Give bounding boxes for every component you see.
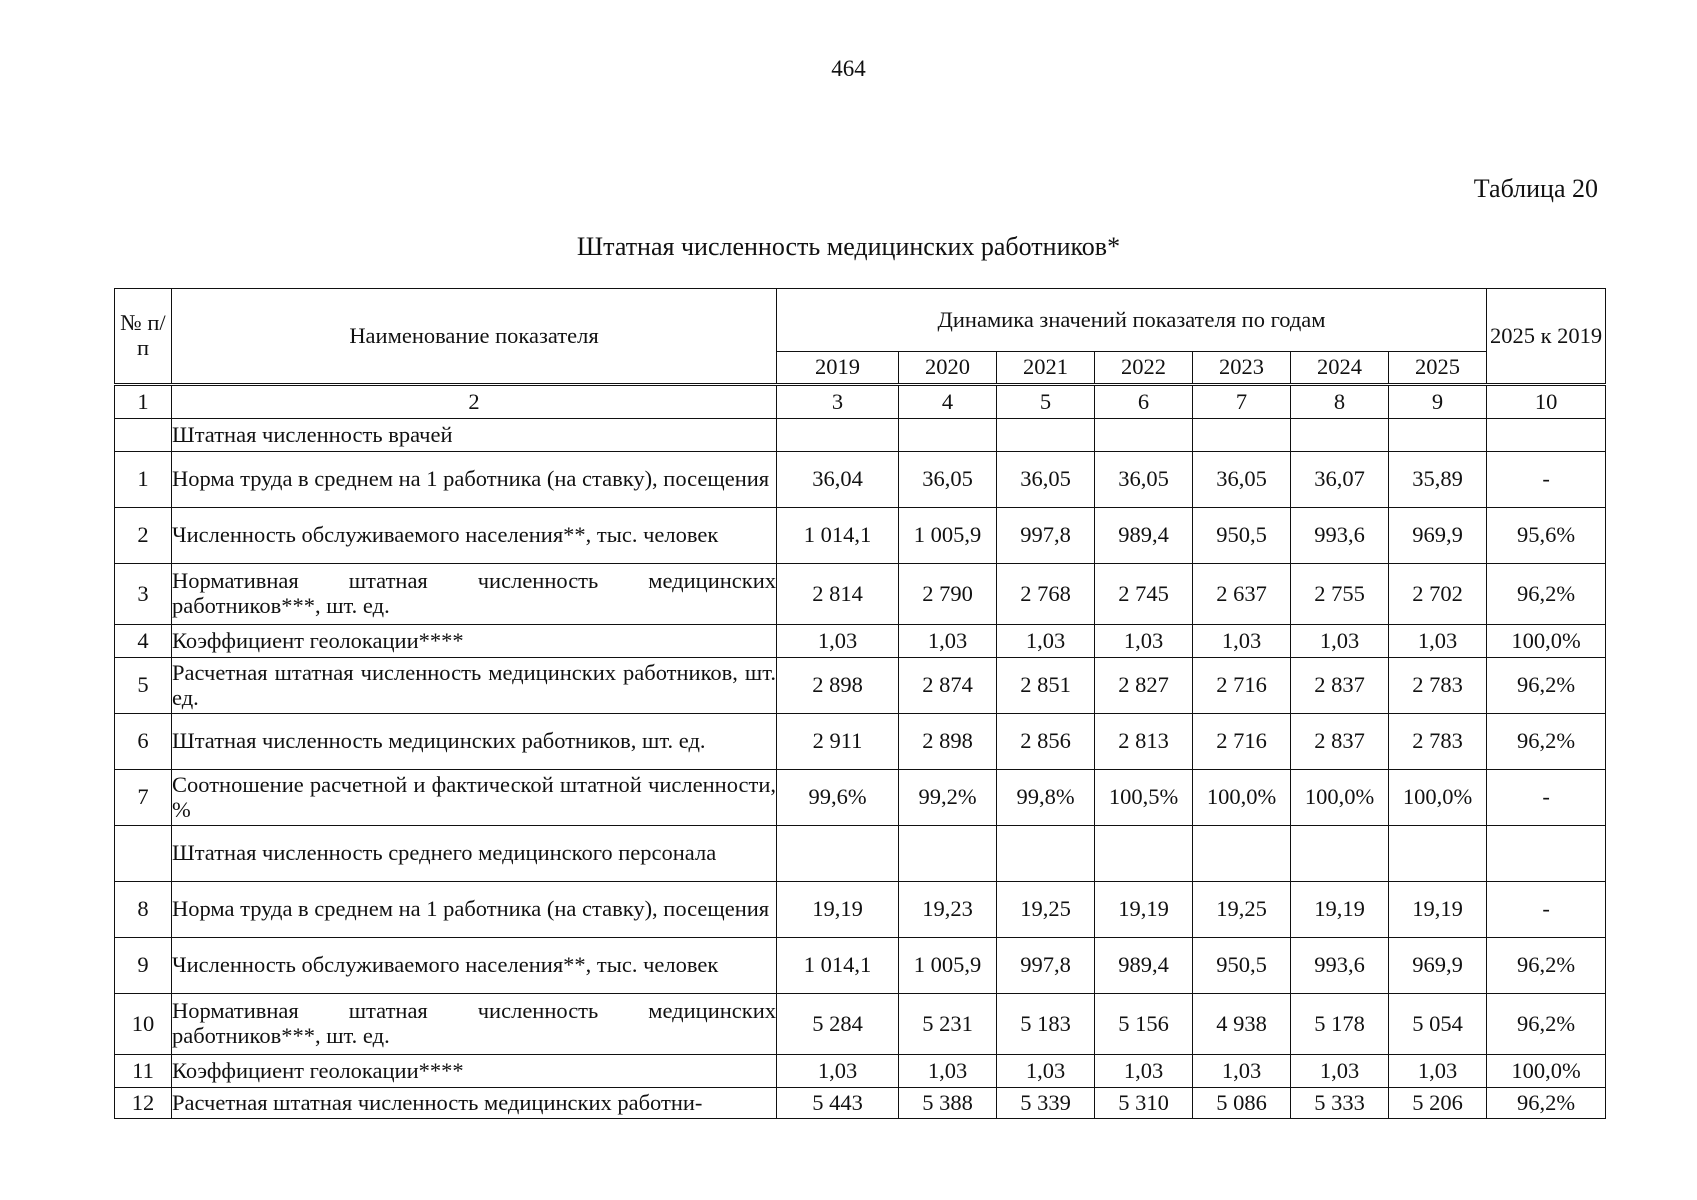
year-value-2022 — [1095, 419, 1193, 452]
row-number: 7 — [115, 770, 172, 826]
ratio-value: 96,2% — [1487, 994, 1606, 1055]
row-number — [115, 419, 172, 452]
table-row — [115, 508, 1606, 564]
year-value-2019: 36,04 — [777, 452, 899, 508]
year-value-2023: 950,5 — [1193, 938, 1291, 994]
year-value-2023: 2 716 — [1193, 658, 1291, 714]
year-value-2021: 2 851 — [997, 658, 1095, 714]
indicator-name: Коэффициент геолокации**** — [172, 625, 777, 658]
year-value-2022: 1,03 — [1095, 625, 1193, 658]
column-number: 2 — [172, 385, 777, 419]
year-value-2021: 36,05 — [997, 452, 1095, 508]
year-value-2023: 5 086 — [1193, 1088, 1291, 1119]
ratio-value: - — [1487, 770, 1606, 826]
year-value-2024: 1,03 — [1291, 1055, 1389, 1088]
year-value-2019 — [777, 826, 899, 882]
year-value-2023: 19,25 — [1193, 882, 1291, 938]
year-value-2021: 997,8 — [997, 938, 1095, 994]
row-number: 10 — [115, 994, 172, 1055]
column-number: 7 — [1193, 385, 1291, 419]
header-year: 2025 — [1389, 352, 1487, 385]
row-number: 8 — [115, 882, 172, 938]
year-value-2022: 100,5% — [1095, 770, 1193, 826]
indicator-name: Расчетная штатная численность медицинских работни- — [172, 1088, 777, 1119]
year-value-2020: 1,03 — [899, 625, 997, 658]
section-row — [115, 419, 1606, 452]
year-value-2021: 997,8 — [997, 508, 1095, 564]
year-value-2022 — [1095, 826, 1193, 882]
year-value-2021: 99,8% — [997, 770, 1095, 826]
year-value-2020: 1 005,9 — [899, 938, 997, 994]
year-value-2020: 2 898 — [899, 714, 997, 770]
year-value-2023: 950,5 — [1193, 508, 1291, 564]
indicator-name: Штатная численность врачей — [172, 419, 777, 452]
year-value-2020: 1 005,9 — [899, 508, 997, 564]
row-number: 3 — [115, 564, 172, 625]
year-value-2024: 100,0% — [1291, 770, 1389, 826]
year-value-2021: 5 339 — [997, 1088, 1095, 1119]
year-value-2021: 19,25 — [997, 882, 1095, 938]
year-value-2023 — [1193, 826, 1291, 882]
year-value-2025: 2 783 — [1389, 714, 1487, 770]
section-row — [115, 826, 1606, 882]
indicator-name: Соотношение расчетной и фактической штатной численности, % — [172, 770, 777, 826]
year-value-2019: 2 898 — [777, 658, 899, 714]
year-value-2019: 1,03 — [777, 625, 899, 658]
year-value-2019 — [777, 419, 899, 452]
year-value-2025: 19,19 — [1389, 882, 1487, 938]
ratio-value: - — [1487, 882, 1606, 938]
year-value-2021: 2 768 — [997, 564, 1095, 625]
page-number: 464 — [831, 56, 866, 81]
indicator-name: Расчетная штатная численность медицинских работников, шт. ед. — [172, 658, 777, 714]
indicator-name: Норма труда в среднем на 1 работника (на ставку), посещения — [172, 452, 777, 508]
row-number: 2 — [115, 508, 172, 564]
header-number: № п/п — [115, 289, 172, 385]
table-row — [115, 1055, 1606, 1088]
year-value-2022: 1,03 — [1095, 1055, 1193, 1088]
year-value-2025: 2 783 — [1389, 658, 1487, 714]
ratio-value: 96,2% — [1487, 938, 1606, 994]
year-value-2022: 989,4 — [1095, 938, 1193, 994]
table-row — [115, 658, 1606, 714]
row-number: 12 — [115, 1088, 172, 1119]
table-row — [115, 625, 1606, 658]
header-year: 2019 — [777, 352, 899, 385]
indicator-name: Штатная численность среднего медицинского персонала — [172, 826, 777, 882]
year-value-2024: 19,19 — [1291, 882, 1389, 938]
year-value-2024: 5 333 — [1291, 1088, 1389, 1119]
year-value-2022: 5 156 — [1095, 994, 1193, 1055]
year-value-2022: 2 813 — [1095, 714, 1193, 770]
year-value-2020: 5 231 — [899, 994, 997, 1055]
year-value-2025: 5 206 — [1389, 1088, 1487, 1119]
header-ratio: 2025 к 2019 — [1487, 289, 1606, 385]
ratio-value — [1487, 826, 1606, 882]
year-value-2020: 2 790 — [899, 564, 997, 625]
indicator-name: Численность обслуживаемого населения**, тыс. человек — [172, 938, 777, 994]
row-number: 4 — [115, 625, 172, 658]
header-year: 2022 — [1095, 352, 1193, 385]
column-number: 1 — [115, 385, 172, 419]
table-row — [115, 1088, 1606, 1119]
year-value-2019: 99,6% — [777, 770, 899, 826]
column-number: 3 — [777, 385, 899, 419]
year-value-2022: 2 745 — [1095, 564, 1193, 625]
year-value-2025: 969,9 — [1389, 938, 1487, 994]
year-value-2019: 1,03 — [777, 1055, 899, 1088]
staffing-table — [114, 288, 1606, 1119]
year-value-2023: 2 637 — [1193, 564, 1291, 625]
year-value-2019: 1 014,1 — [777, 938, 899, 994]
column-number: 4 — [899, 385, 997, 419]
year-value-2021: 2 856 — [997, 714, 1095, 770]
column-number: 6 — [1095, 385, 1193, 419]
table-row — [115, 452, 1606, 508]
column-number: 8 — [1291, 385, 1389, 419]
table-title: Штатная численность медицинских работников* — [576, 232, 1121, 261]
header-indicator-name: Наименование показателя — [172, 289, 777, 385]
year-value-2019: 2 814 — [777, 564, 899, 625]
year-value-2025: 969,9 — [1389, 508, 1487, 564]
year-value-2025 — [1389, 419, 1487, 452]
ratio-value: 100,0% — [1487, 1055, 1606, 1088]
year-value-2024: 2 837 — [1291, 714, 1389, 770]
year-value-2024: 1,03 — [1291, 625, 1389, 658]
header-year: 2024 — [1291, 352, 1389, 385]
year-value-2022: 2 827 — [1095, 658, 1193, 714]
year-value-2019: 1 014,1 — [777, 508, 899, 564]
ratio-value: 96,2% — [1487, 1088, 1606, 1119]
header-year: 2021 — [997, 352, 1095, 385]
column-number-row — [115, 385, 1606, 419]
table-label: Таблица 20 — [1473, 174, 1598, 203]
indicator-name: Нормативная штатная численность медицинских работников***, шт. ед. — [172, 564, 777, 625]
table-row — [115, 994, 1606, 1055]
indicator-name: Коэффициент геолокации**** — [172, 1055, 777, 1088]
table-row — [115, 938, 1606, 994]
indicator-name: Численность обслуживаемого населения**, тыс. человек — [172, 508, 777, 564]
year-value-2025: 100,0% — [1389, 770, 1487, 826]
year-value-2025: 2 702 — [1389, 564, 1487, 625]
column-number: 5 — [997, 385, 1095, 419]
year-value-2019: 5 443 — [777, 1088, 899, 1119]
ratio-value: 100,0% — [1487, 625, 1606, 658]
year-value-2020 — [899, 419, 997, 452]
year-value-2024: 5 178 — [1291, 994, 1389, 1055]
year-value-2024: 36,07 — [1291, 452, 1389, 508]
year-value-2021: 1,03 — [997, 625, 1095, 658]
indicator-name: Нормативная штатная численность медицинских работников***, шт. ед. — [172, 994, 777, 1055]
year-value-2022: 989,4 — [1095, 508, 1193, 564]
table-row — [115, 770, 1606, 826]
row-number: 11 — [115, 1055, 172, 1088]
year-value-2021: 5 183 — [997, 994, 1095, 1055]
ratio-value: 95,6% — [1487, 508, 1606, 564]
year-value-2019: 2 911 — [777, 714, 899, 770]
indicator-name: Норма труда в среднем на 1 работника (на ставку), посещения — [172, 882, 777, 938]
row-number — [115, 826, 172, 882]
year-value-2023: 1,03 — [1193, 625, 1291, 658]
year-value-2025 — [1389, 826, 1487, 882]
year-value-2023: 4 938 — [1193, 994, 1291, 1055]
year-value-2024: 2 755 — [1291, 564, 1389, 625]
header-dynamics: Динамика значений показателя по годам — [777, 289, 1487, 352]
year-value-2023: 36,05 — [1193, 452, 1291, 508]
row-number: 1 — [115, 452, 172, 508]
ratio-value: - — [1487, 452, 1606, 508]
ratio-value: 96,2% — [1487, 564, 1606, 625]
year-value-2025: 35,89 — [1389, 452, 1487, 508]
ratio-value — [1487, 419, 1606, 452]
year-value-2022: 5 310 — [1095, 1088, 1193, 1119]
year-value-2020: 99,2% — [899, 770, 997, 826]
year-value-2025: 5 054 — [1389, 994, 1487, 1055]
year-value-2022: 19,19 — [1095, 882, 1193, 938]
year-value-2024: 993,6 — [1291, 508, 1389, 564]
year-value-2020 — [899, 826, 997, 882]
ratio-value: 96,2% — [1487, 714, 1606, 770]
row-number: 6 — [115, 714, 172, 770]
year-value-2024 — [1291, 419, 1389, 452]
year-value-2022: 36,05 — [1095, 452, 1193, 508]
year-value-2024: 993,6 — [1291, 938, 1389, 994]
table-row — [115, 882, 1606, 938]
ratio-value: 96,2% — [1487, 658, 1606, 714]
year-value-2023: 1,03 — [1193, 1055, 1291, 1088]
column-number: 10 — [1487, 385, 1606, 419]
year-value-2020: 2 874 — [899, 658, 997, 714]
year-value-2020: 5 388 — [899, 1088, 997, 1119]
year-value-2020: 36,05 — [899, 452, 997, 508]
table-row — [115, 714, 1606, 770]
year-value-2023: 2 716 — [1193, 714, 1291, 770]
year-value-2023: 100,0% — [1193, 770, 1291, 826]
year-value-2025: 1,03 — [1389, 1055, 1487, 1088]
row-number: 9 — [115, 938, 172, 994]
year-value-2025: 1,03 — [1389, 625, 1487, 658]
header-year: 2023 — [1193, 352, 1291, 385]
table-body — [115, 385, 1606, 1119]
year-value-2024: 2 837 — [1291, 658, 1389, 714]
year-value-2019: 5 284 — [777, 994, 899, 1055]
year-value-2021 — [997, 826, 1095, 882]
year-value-2020: 1,03 — [899, 1055, 997, 1088]
year-value-2023 — [1193, 419, 1291, 452]
year-value-2021 — [997, 419, 1095, 452]
column-number: 9 — [1389, 385, 1487, 419]
table-row — [115, 564, 1606, 625]
year-value-2024 — [1291, 826, 1389, 882]
year-value-2021: 1,03 — [997, 1055, 1095, 1088]
year-value-2019: 19,19 — [777, 882, 899, 938]
year-value-2020: 19,23 — [899, 882, 997, 938]
row-number: 5 — [115, 658, 172, 714]
indicator-name: Штатная численность медицинских работников, шт. ед. — [172, 714, 777, 770]
header-year: 2020 — [899, 352, 997, 385]
